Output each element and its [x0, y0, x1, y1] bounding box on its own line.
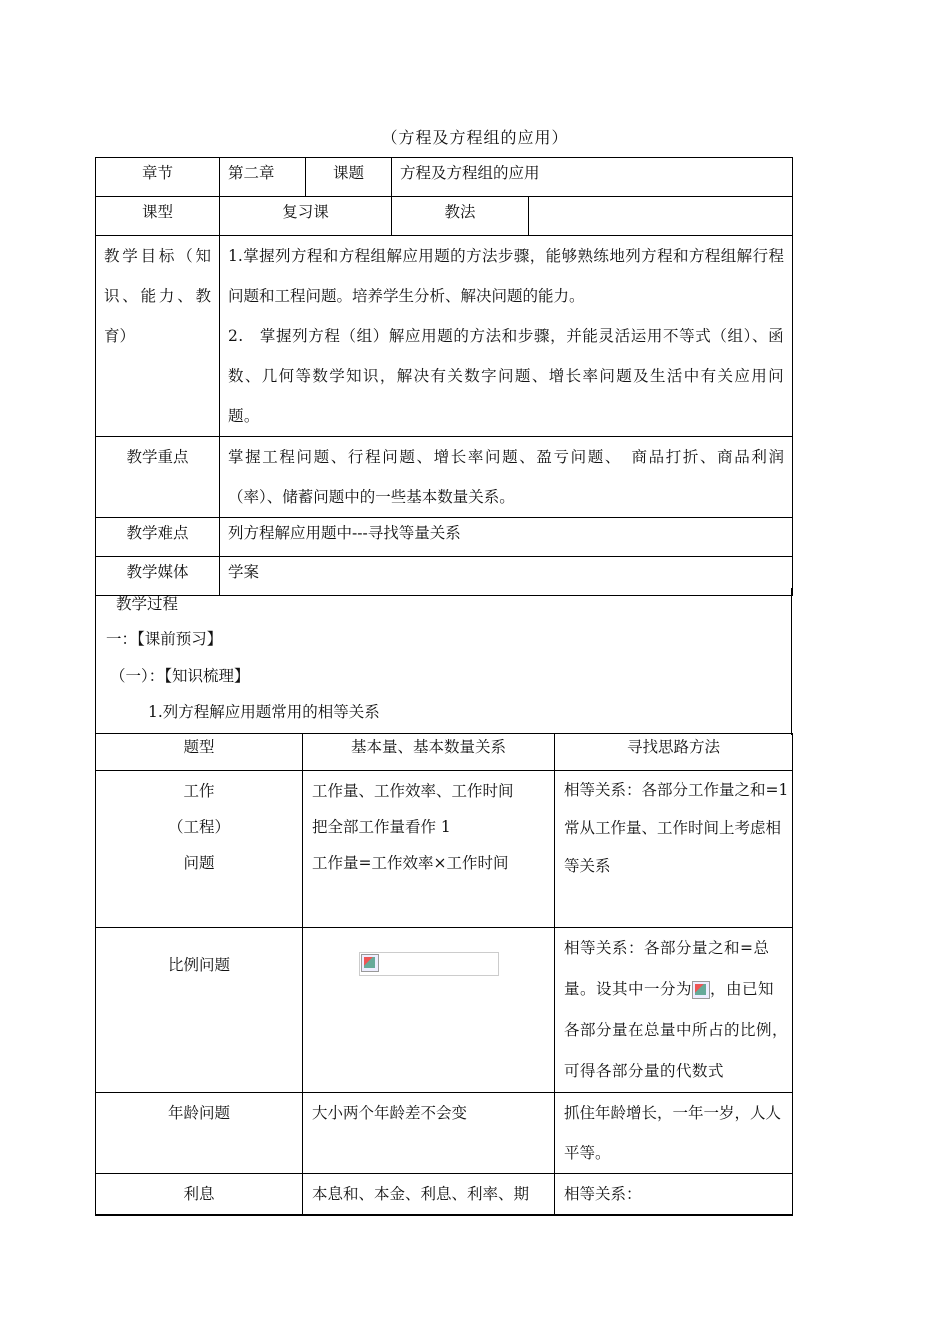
media-label: 教学媒体 — [96, 557, 220, 596]
header-basic: 基本量、基本数量关系 — [303, 734, 555, 771]
relation-item: 1.列方程解应用题常用的相等关系 — [148, 703, 380, 721]
chapter-label: 章节 — [96, 158, 220, 197]
section-knowledge: （一）：【知识梳理】 — [110, 667, 250, 685]
type-label: 课型 — [96, 197, 220, 236]
goal-cell — [220, 236, 793, 437]
table-row — [96, 1174, 793, 1216]
formula-image-icon — [359, 952, 499, 976]
basic-line: 把全部工作量看作 1 — [312, 818, 451, 836]
method-cell: 相等关系： — [555, 1174, 793, 1216]
header-method: 寻找思路方法 — [555, 734, 793, 771]
type-cell: 利息 — [96, 1174, 303, 1216]
basic-cell — [303, 771, 555, 928]
method-cell — [555, 928, 793, 1093]
method-cell — [555, 771, 793, 928]
basic-line: 工作量、工作效率、工作时间 — [312, 782, 514, 800]
variable-image-icon — [692, 981, 710, 999]
key-label: 教学重点 — [96, 437, 220, 518]
type-value: 复习课 — [220, 197, 392, 236]
type-cell: 比例问题 — [96, 928, 303, 1093]
basic-cell — [303, 928, 555, 1093]
media-value: 学案 — [220, 557, 793, 596]
type-line: 工作 — [183, 782, 215, 800]
table-row — [96, 928, 793, 1093]
method-value — [529, 197, 793, 236]
topic-label: 课题 — [306, 158, 392, 197]
goal-label: 教学目标（知识、能力、教育） — [96, 236, 220, 437]
type-cell: 年龄问题 — [96, 1093, 303, 1174]
method-label: 教法 — [392, 197, 529, 236]
basic-cell: 大小两个年龄差不会变 — [303, 1093, 555, 1174]
method-text: 相等关系：各部分工作量之和=1 — [564, 781, 789, 799]
type-line: （工程） — [167, 818, 230, 836]
section-preview: 一：【课前预习】 — [106, 630, 223, 648]
method-cell: 抓住年龄增长，一年一岁，人人平等。 — [555, 1093, 793, 1174]
difficult-value: 列方程解应用题中---寻找等量关系 — [220, 518, 793, 557]
type-cell — [96, 771, 303, 928]
key-value: 掌握工程问题、行程问题、增长率问题、盈亏问题、 商品打折、商品利润（率）、储蓄问题中的一些基本数量关系。 — [220, 437, 793, 518]
method-text: 相等关系：各部分量之和=总量。设其中一分为 — [564, 939, 770, 998]
goal-line-1: 1.掌握列方程和方程组解应用题的方法步骤，能够熟练地列方程和方程组解行程问题和工程问题。培养学生分析、解决问题的能力。 — [228, 247, 785, 305]
process-section — [95, 588, 792, 735]
method-text: 常从工作量、工作时间上考虑相等关系 — [564, 819, 782, 875]
table-row — [96, 771, 793, 928]
relations-table — [95, 733, 793, 1216]
basic-line: 工作量=工作效率×工作时间 — [312, 854, 509, 872]
goal-line-2: 2. 掌握列方程（组）解应用题的方法和步骤，并能灵活运用不等式（组）、函数、几何等数学知识，解决有关数字问题、增长率问题及生活中有关应用问题。 — [228, 327, 785, 425]
table-row — [96, 1093, 793, 1174]
header-type: 题型 — [96, 734, 303, 771]
document-title: （方程及方程组的应用） — [381, 128, 569, 147]
process-heading: 教学过程 — [116, 595, 179, 613]
basic-cell: 本息和、本金、利息、利率、期 — [303, 1174, 555, 1216]
topic-value: 方程及方程组的应用 — [392, 158, 793, 197]
method-text: ，由已知各部分量在总量中所占的比例，可得各部分量的代数式 — [564, 980, 789, 1080]
lesson-info-table — [95, 157, 793, 596]
chapter-value: 第二章 — [220, 158, 306, 197]
type-line: 问题 — [183, 854, 215, 872]
difficult-label: 教学难点 — [96, 518, 220, 557]
